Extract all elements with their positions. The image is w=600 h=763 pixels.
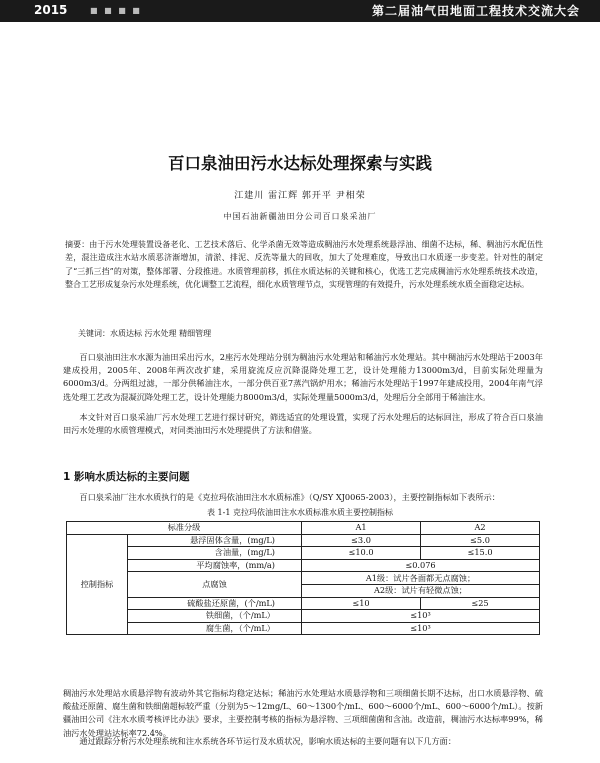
header-standard-level: 标准分级: [67, 522, 302, 535]
cell-pitting-a2: A2级：试片有轻微点蚀；: [302, 584, 540, 597]
row-label-iron-bacteria: 铁细菌，（个/mL）: [128, 610, 302, 623]
water-quality-table: [66, 521, 540, 635]
table-caption: 表 1-1 克拉玛依油田注水水质标准水质主要控制指标: [207, 508, 393, 517]
header-title: 第二届油气田地面工程技术交流大会: [371, 4, 580, 18]
row-label-saprophytic-bacteria: 腐生菌，（个/mL）: [128, 622, 302, 635]
cell-pitting-a1: A1级：试片各面都无点腐蚀；: [302, 572, 540, 585]
section-heading: 1 影响水质达标的主要问题: [63, 471, 190, 483]
cell-ss-a2: ≤5.0: [421, 534, 540, 547]
header-a1: A1: [302, 522, 421, 535]
cell-saprophytic-bacteria: ≤10³: [302, 622, 540, 635]
control-indicator-label: 控制指标: [67, 534, 128, 635]
keywords: 关键词：水质达标 污水处理 精细管理: [78, 329, 212, 338]
cell-ss-a1: ≤3.0: [302, 534, 421, 547]
abstract: 摘要：由于污水处理装置设备老化、工艺技术落后、化学杀菌无效等造成稠油污水处理系统悬浮油、细菌不达标，稀、稠油污水配伍性差，混注造成注水站水质恶济渐增加，清淤、排泥、反洗等量大的回收，加大了处理难度，导致出口水质逐一步变差。针对性的制定了“三抓三挡”的对策，整体部署、分段推进。水质管理前移，抓住水质达标的关键和核心，优选工艺完成稠油污水处理系统技术改造，整合工艺形成复杂污水处理系统，优化调整工艺流程，细化水质管理节点，实现管理的有效提升，污水处理系统水质全面稳定达标。: [65, 240, 543, 289]
paragraph-purpose: 本文针对百口泉采油厂污水处理工艺进行探讨研究，筛选适宜的处理设置，实现了污水处理后的达标回注，形成了符合百口泉油田污水处理的水质管理模式，对同类油田污水处理提供了方法和借鉴。: [63, 412, 543, 436]
cell-oil-a2: ≤15.0: [421, 547, 540, 560]
paper-title: 百口泉油田污水达标处理探索与实践: [168, 154, 432, 173]
row-label-oil-content: 含油量，(mg/L): [128, 547, 302, 560]
row-label-corrosion-rate: 平均腐蚀率，(mm/a): [128, 559, 302, 572]
paragraph-standard: 百口泉采油厂注水水质执行的是《克拉玛依油田注水水质标准》（Q/SY XJ0065-2003），主要控制指标如下表所示：: [79, 492, 500, 502]
table-row: [67, 572, 540, 585]
paragraph-intro: 百口泉油田注水水源为油田采出污水，2座污水处理站分别为稠油污水处理站和稀油污水处理站。其中稠油污水处理站于2003年建成投用，2005年、2008年两次改扩建，采用旋流反应沉降混降处理工艺，设计处理能力13000m3/d，目前实际处理量为6000m3/d。分两组过滤，一部分供稀油注水，一部分供百亚7蒸汽锅炉用水；稀油污水处理站于1997年建成投用，2004年南气浮选处理工艺改为混凝沉降处理工艺，设计处理能力8000m3/d，实际处理量5000m3/d，处理后分全部用于稀油注水。: [63, 352, 543, 402]
header-a2: A2: [421, 522, 540, 535]
cell-corrosion-rate: ≤0.076: [302, 559, 540, 572]
cell-iron-bacteria: ≤10³: [302, 610, 540, 623]
table-row: [67, 534, 540, 547]
row-label-suspended-solids: 悬浮固体含量，(mg/L): [128, 534, 302, 547]
cell-oil-a1: ≤10.0: [302, 547, 421, 560]
table-row: [67, 610, 540, 623]
page-header: [0, 0, 600, 22]
header-year: 2015: [34, 3, 68, 17]
paper-authors: 江建川 雷江辉 郭开平 尹相荣: [234, 191, 366, 201]
row-label-srb: 硫酸盐还原菌，(个/mL): [128, 597, 302, 610]
cell-srb-a1: ≤10: [302, 597, 421, 610]
paragraph-problems: 通过跟踪分析污水处理系统和注水系统各环节运行及水质状况，影响水质达标的主要问题有以下几方面：: [79, 736, 457, 746]
header-decoration: ■ ■ ■ ■: [90, 6, 142, 15]
table-row: [67, 622, 540, 635]
table-row: [67, 547, 540, 560]
paper-affiliation: 中国石油新疆油田分公司百口泉采油厂: [223, 212, 377, 221]
row-label-pitting: 点腐蚀: [128, 572, 302, 597]
table-header-row: [67, 522, 540, 535]
paragraph-status: 稠油污水处理站水质悬浮物有波动外其它指标均稳定达标；稀油污水处理站水质悬浮物和三项细菌长期不达标，出口水质悬浮物、硫酸盐还原菌、腐生菌和铁细菌超标较严重（分别为5～12mg/L、60～1300个/mL、600～6000个/mL、600～6000个/mL）。按新疆油田公司《注水水质考核评比办法》要求，主要控制考核的指标为悬浮物、三项细菌菌和含油。改造前，稠油污水达标率99%，稀油污水处理站达标率72.4%。: [63, 688, 543, 738]
table-row: [67, 597, 540, 610]
table-row: [67, 559, 540, 572]
cell-srb-a2: ≤25: [421, 597, 540, 610]
